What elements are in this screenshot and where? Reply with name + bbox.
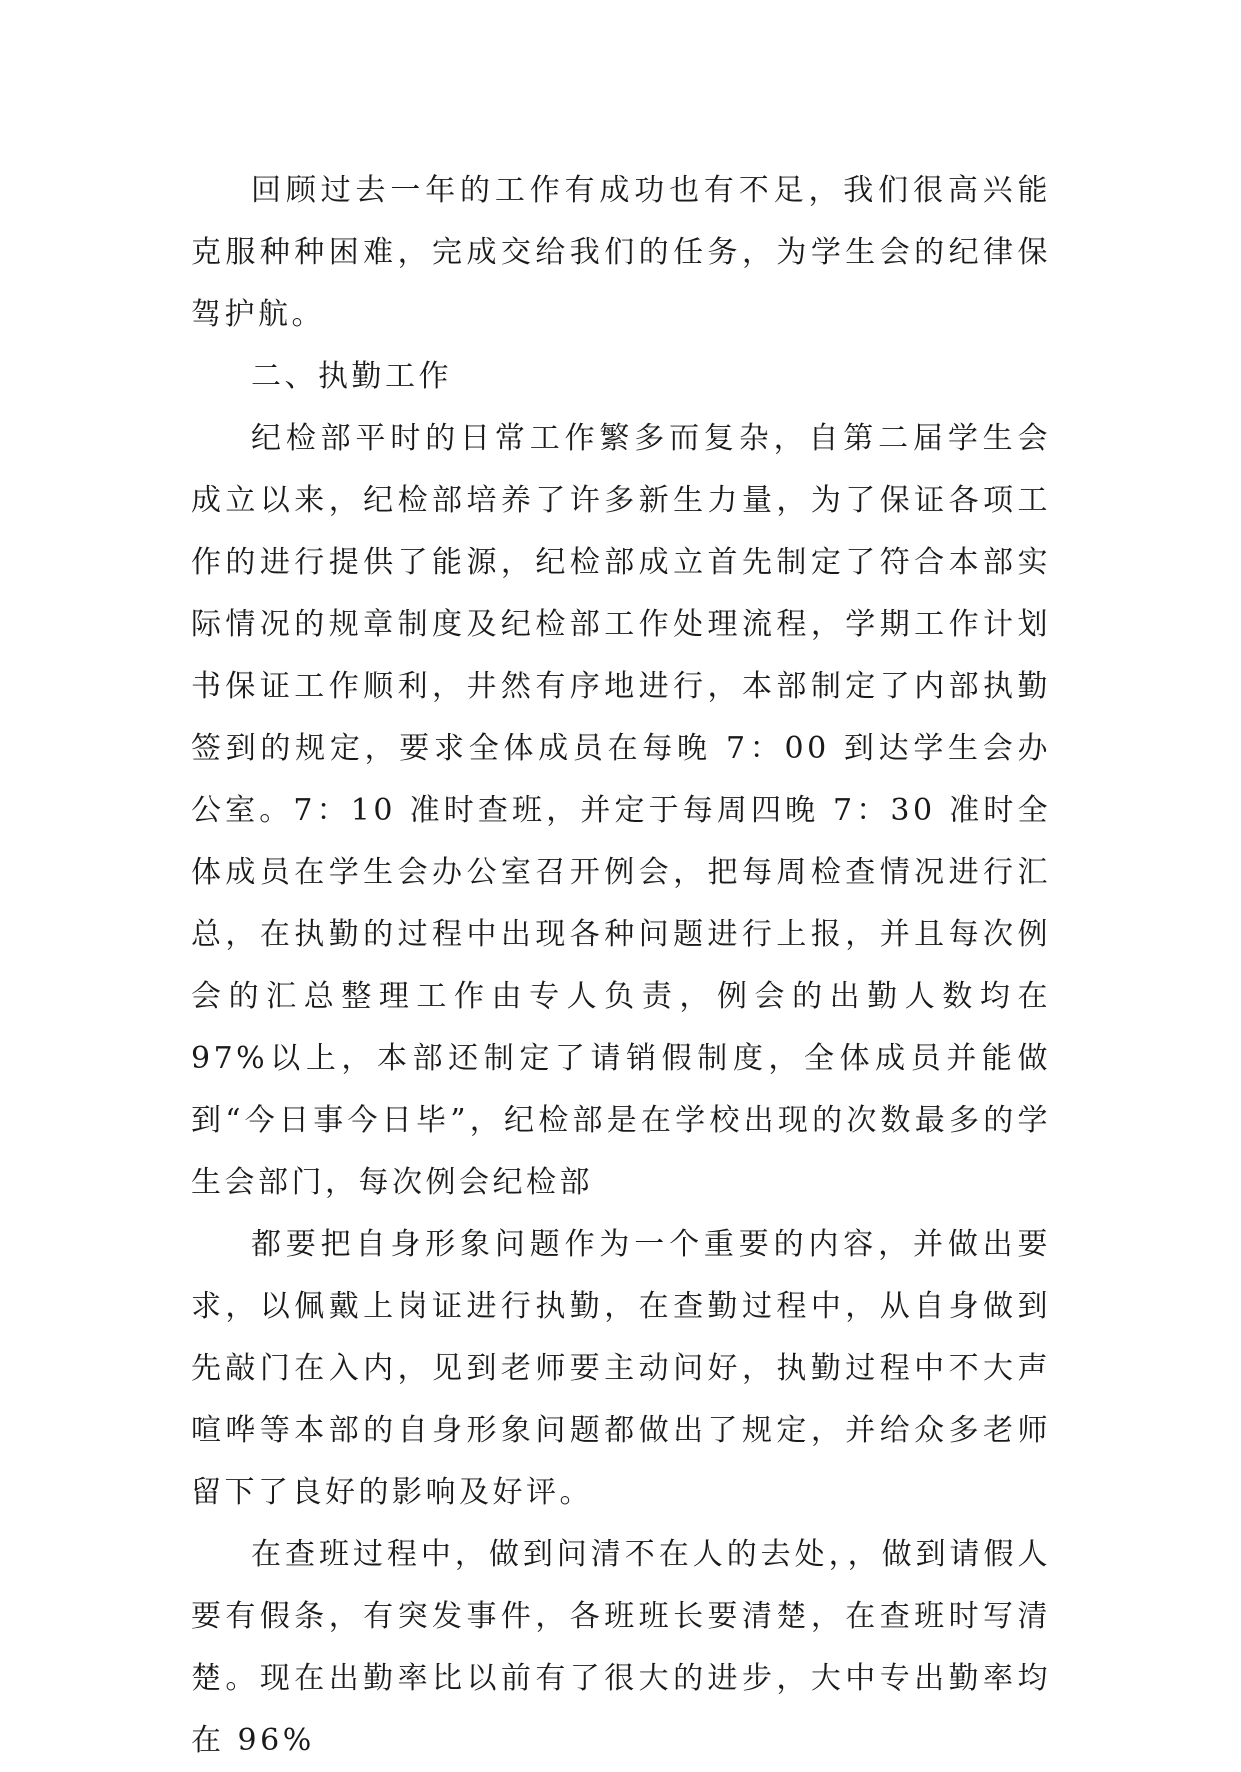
- document-body: [191, 160, 1051, 1772]
- section-heading-duty-work: 二、执勤工作: [251, 359, 452, 394]
- paragraph-duty-details: 纪检部平时的日常工作繁多而复杂，自第二届学生会成立以来，纪检部培养了许多新生力量，为了保证各项工作的进行提供了能源，纪检部成立首先制定了符合本部实际情况的规章制度及纪检部工作处理流程，学期工作计划书保证工作顺利，井然有序地进行，本部制定了内部执勤签到的规定，要求全体成员在每晚 7：00 到达学生会办公室。7：10 准时查班，并定于每周四晚 7：30 准时全体成员在学生会办公室召开例会，把每周检查情况进行汇总，在执勤的过程中出现各种问题进行上报，并且每次例会的汇总整理工作由专人负责，例会的出勤人数均在 97%以上，本部还制定了请销假制度，全体成员并能做到“今日事今日毕”，纪检部是在学校出现的次数最多的学生会部门，每次例会纪检部: [191, 421, 1051, 1200]
- paragraph-review: 回顾过去一年的工作有成功也有不足，我们很高兴能克服种种困难，完成交给我们的任务，为学生会的纪律保驾护航。: [191, 173, 1051, 332]
- paragraph-self-image: 都要把自身形象问题作为一个重要的内容，并做出要求，以佩戴上岗证进行执勤，在查勤过程中，从自身做到先敲门在入内，见到老师要主动问好，执勤过程中不大声喧哗等本部的自身形象问题都做出了规定，并给众多老师留下了良好的影响及好评。: [191, 1227, 1051, 1510]
- paragraph-class-check: 在查班过程中，做到问清不在人的去处，，做到请假人要有假条，有突发事件，各班班长要清楚，在查班时写清楚。现在出勤率比以前有了很大的进步，大中专出勤率均在 96%: [191, 1537, 1051, 1758]
